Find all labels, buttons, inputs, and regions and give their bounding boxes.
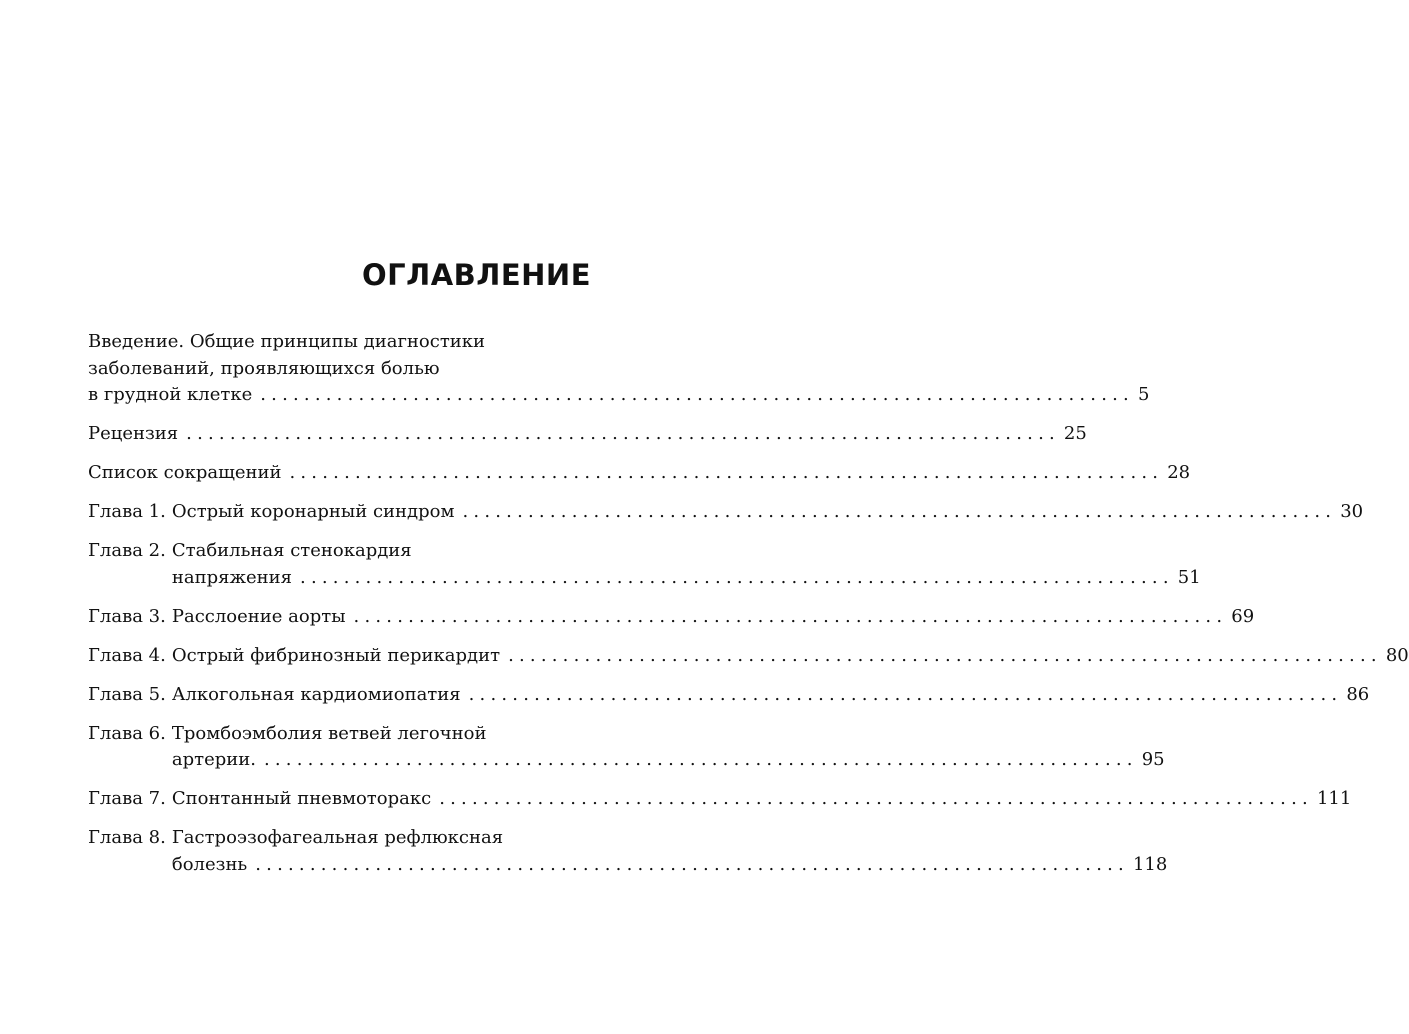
toc-page-number: 95 <box>1141 749 1165 770</box>
toc-entry-last-line <box>171 682 1370 709</box>
toc-entry-body <box>88 421 1087 448</box>
toc-page-number: 69 <box>1231 605 1255 627</box>
toc-entry <box>88 825 1168 878</box>
toc-entry-body <box>171 682 1370 709</box>
toc-entry-title-line: заболеваний, проявляющихся болью <box>88 357 440 379</box>
toc-page-number: 28 <box>1167 462 1191 483</box>
toc-entry <box>88 329 1150 409</box>
toc-entry-title: Острый коронарный синдром <box>171 501 455 522</box>
toc-page-number: 51 <box>1177 566 1201 588</box>
toc-page-number: 118 <box>1132 853 1168 875</box>
table-of-contents <box>88 257 1409 891</box>
dot-leader: ................................................................................ <box>508 644 1382 666</box>
dot-leader: ................................................................................ <box>260 384 1134 405</box>
toc-entry-body <box>171 604 1255 631</box>
dot-leader: ................................................................................ <box>186 423 1060 444</box>
toc-entry-last-line <box>88 460 1191 487</box>
dot-leader: ................................................................................ <box>263 749 1138 770</box>
dot-leader: ................................................................................ <box>300 566 1174 588</box>
toc-entry-last-line <box>171 852 1168 879</box>
toc-page-number: 80 <box>1385 644 1409 666</box>
toc-chapter-number: Глава 7. <box>88 788 166 809</box>
toc-entry-last-line <box>88 421 1087 448</box>
toc-chapter-number: Глава 1. <box>88 501 166 522</box>
toc-entry-body <box>171 786 1352 813</box>
page-title: ОГЛАВЛЕНИЕ <box>361 258 591 292</box>
toc-chapter-number: Глава 2. <box>88 540 166 561</box>
toc-entry-title: в грудной клетке <box>88 384 253 405</box>
dot-leader: ................................................................................ <box>439 788 1313 809</box>
toc-entry-last-line <box>171 786 1352 813</box>
toc-entry-title: болезнь <box>171 853 248 875</box>
toc-entry-body <box>171 721 1165 774</box>
dot-leader: ................................................................................ <box>255 853 1129 875</box>
toc-entry-body <box>171 825 1168 878</box>
toc-entry <box>88 682 1370 709</box>
dot-leader: ................................................................................ <box>353 605 1228 627</box>
toc-entry-title-line: Тромбоэмболия ветвей легочной <box>171 722 487 744</box>
toc-list <box>88 329 1409 878</box>
toc-entry-title: Острый фибринозный перикардит <box>171 644 501 666</box>
toc-entry-last-line <box>171 499 1364 526</box>
toc-entry-title: Расслоение аорты <box>171 605 346 627</box>
toc-entry-title-line: Гастроэзофагеальная рефлюксная <box>171 827 504 848</box>
toc-chapter-number: Глава 6. <box>88 722 166 744</box>
toc-page-number: 111 <box>1316 788 1352 809</box>
toc-entry-body <box>88 460 1191 487</box>
toc-chapter-number: Глава 8. <box>88 827 166 848</box>
toc-entry <box>88 421 1087 448</box>
toc-entry-title-line: Стабильная стенокардия <box>171 540 412 561</box>
toc-entry <box>88 786 1352 813</box>
toc-entry-body <box>171 538 1201 591</box>
dot-leader: ................................................................................ <box>468 683 1343 705</box>
toc-entry-last-line <box>171 747 1165 774</box>
toc-entry-title: Рецензия <box>88 423 179 444</box>
toc-entry-body <box>88 329 1150 409</box>
toc-entry <box>88 538 1201 591</box>
toc-entry <box>88 499 1364 526</box>
toc-page-number: 86 <box>1346 683 1370 705</box>
toc-entry <box>88 604 1255 631</box>
toc-chapter-number: Глава 5. <box>88 683 166 705</box>
toc-page-number: 5 <box>1137 384 1150 405</box>
toc-page-number: 30 <box>1340 501 1364 522</box>
toc-chapter-number: Глава 3. <box>88 605 166 627</box>
toc-entry-title: Алкогольная кардиомиопатия <box>171 683 461 705</box>
toc-entry <box>88 460 1191 487</box>
toc-entry-body <box>171 643 1409 670</box>
toc-page-number: 25 <box>1063 423 1087 444</box>
toc-entry-title-line: Введение. Общие принципы диагностики <box>88 331 486 352</box>
toc-entry-body <box>171 499 1364 526</box>
toc-entry-title: Спонтанный пневмоторакс <box>171 788 432 809</box>
toc-entry-title: Список сокращений <box>88 462 282 483</box>
toc-entry-last-line <box>171 565 1201 592</box>
toc-entry-last-line <box>88 382 1150 409</box>
toc-entry-last-line <box>171 604 1255 631</box>
toc-entry <box>88 643 1409 670</box>
dot-leader: ................................................................................ <box>462 501 1337 522</box>
toc-entry-title: напряжения <box>171 566 293 588</box>
toc-chapter-number: Глава 4. <box>88 644 166 666</box>
toc-entry <box>88 721 1165 774</box>
toc-entry-title: артерии. <box>171 749 256 770</box>
toc-entry-last-line <box>171 643 1409 670</box>
dot-leader: ................................................................................ <box>289 462 1164 483</box>
